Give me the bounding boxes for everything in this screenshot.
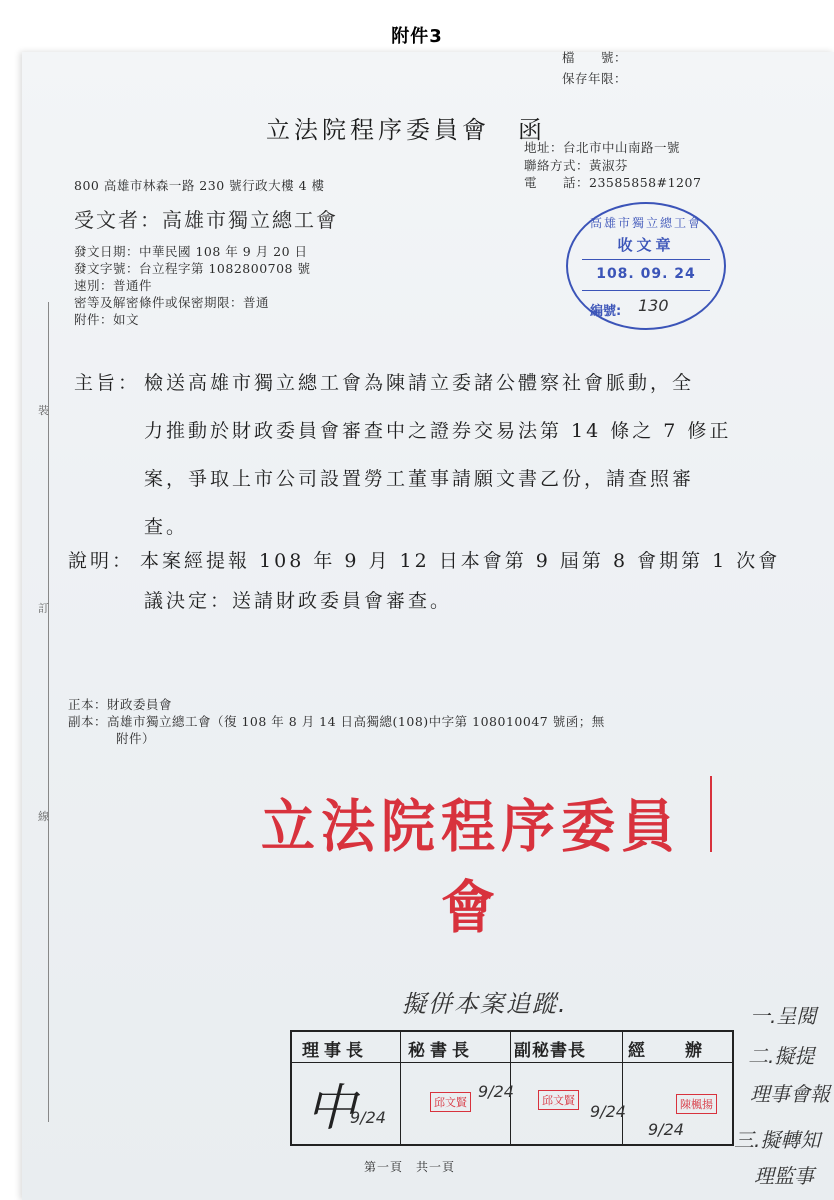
subject-line: 案，爭取上市公司設置勞工董事請願文書乙份，請查照審 (144, 468, 695, 490)
chairman-date: 9/24 (350, 1108, 386, 1127)
seal-bracket (704, 776, 712, 852)
recipient-address: 800 高雄市林森一路 230 號行政大樓 4 樓 (74, 178, 325, 193)
handwritten-side-note: 一.呈閱 (750, 1004, 817, 1028)
margin-mark: 線 (38, 810, 49, 823)
explanation-label: 說明： (68, 550, 135, 572)
handler-date: 9/24 (648, 1120, 684, 1139)
approval-header-secretary: 秘書長 (408, 1041, 474, 1061)
recipient: 受文者：高雄市獨立總工會 (74, 208, 338, 232)
original-recipient: 正本：財政委員會 (68, 697, 173, 712)
stamp-divider (582, 290, 710, 291)
approval-header-chairman: 理事長 (302, 1041, 368, 1061)
margin-mark: 訂 (38, 602, 49, 615)
vice-secretary-stamp: 邱文賢 (538, 1090, 579, 1110)
margin-mark: 裝 (38, 404, 49, 417)
stamp-number-label: 編號: (590, 304, 622, 319)
file-number-label: 檔 號： (562, 50, 628, 65)
issue-date: 發文日期：中華民國 108 年 9 月 20 日 (74, 244, 308, 259)
explanation-line: 本案經提報 108 年 9 月 12 日本會第 9 屆第 8 會期第 1 次會 (140, 550, 781, 572)
approval-table (290, 1030, 734, 1146)
document-page (22, 52, 834, 1200)
contact-phone: 電 話：23585858#1207 (524, 175, 702, 190)
handler-stamp: 陳楓揚 (676, 1094, 717, 1114)
page-footer: 第一頁 共一頁 (364, 1160, 456, 1174)
subject-label: 主旨： (74, 372, 141, 394)
handwritten-side-note: 理事會報 (750, 1082, 830, 1106)
received-stamp (566, 202, 726, 330)
stamp-number-value: 130 (638, 296, 669, 315)
approval-header-vice-secretary: 副秘書長 (514, 1041, 586, 1061)
stamp-organization: 高雄市獨立總工會 (589, 216, 702, 230)
copy-recipient-cont: 附件） (116, 731, 156, 746)
handwritten-side-note: 二.擬提 (748, 1044, 815, 1068)
attachment-note: 附件：如文 (74, 312, 140, 327)
chairman-signature: 中 (306, 1079, 356, 1137)
secretary-stamp: 邱文賢 (430, 1092, 471, 1112)
stamp-title: 收文章 (617, 236, 675, 254)
handwritten-side-note: 理監事 (754, 1164, 814, 1188)
subject-line: 查。 (144, 516, 189, 538)
sender-address: 地址：台北市中山南路一號 (524, 140, 681, 155)
document-number: 發文字號：台立程字第 1082800708 號 (74, 261, 311, 276)
binding-line (48, 302, 49, 1122)
copy-recipient: 副本：高雄市獨立總工會（復 108 年 8 月 14 日高獨總(108)中字第 108010047 號函；無 (68, 714, 605, 729)
handwritten-side-note: 三.擬轉知 (734, 1128, 821, 1152)
secrecy-level: 密等及解密條件或保密期限：普通 (74, 295, 270, 310)
subject-line: 檢送高雄市獨立總工會為陳請立委諸公體察社會脈動，全 (144, 372, 695, 394)
stamp-date: 108. 09. 24 (596, 266, 696, 282)
handwritten-note: 擬併本案追蹤. (402, 990, 568, 1018)
committee-seal: 立法院程序委員會 (261, 792, 681, 941)
explanation-line: 議決定：送請財政委員會審查。 (144, 590, 453, 612)
delivery-speed: 速別：普通件 (74, 278, 153, 293)
approval-header-handler: 經 辦 (628, 1041, 704, 1061)
contact-person: 聯絡方式：黃淑芬 (524, 158, 629, 173)
subject-line: 力推動於財政委員會審查中之證券交易法第 14 條之 7 修正 (144, 420, 732, 442)
vice-secretary-date: 9/24 (590, 1102, 626, 1121)
stamp-divider (582, 259, 710, 260)
attachment-title: 附件3 (391, 26, 443, 47)
retention-label: 保存年限： (562, 71, 628, 86)
org-title: 立法院程序委員會 函 (266, 116, 546, 144)
secretary-date: 9/24 (478, 1082, 514, 1101)
